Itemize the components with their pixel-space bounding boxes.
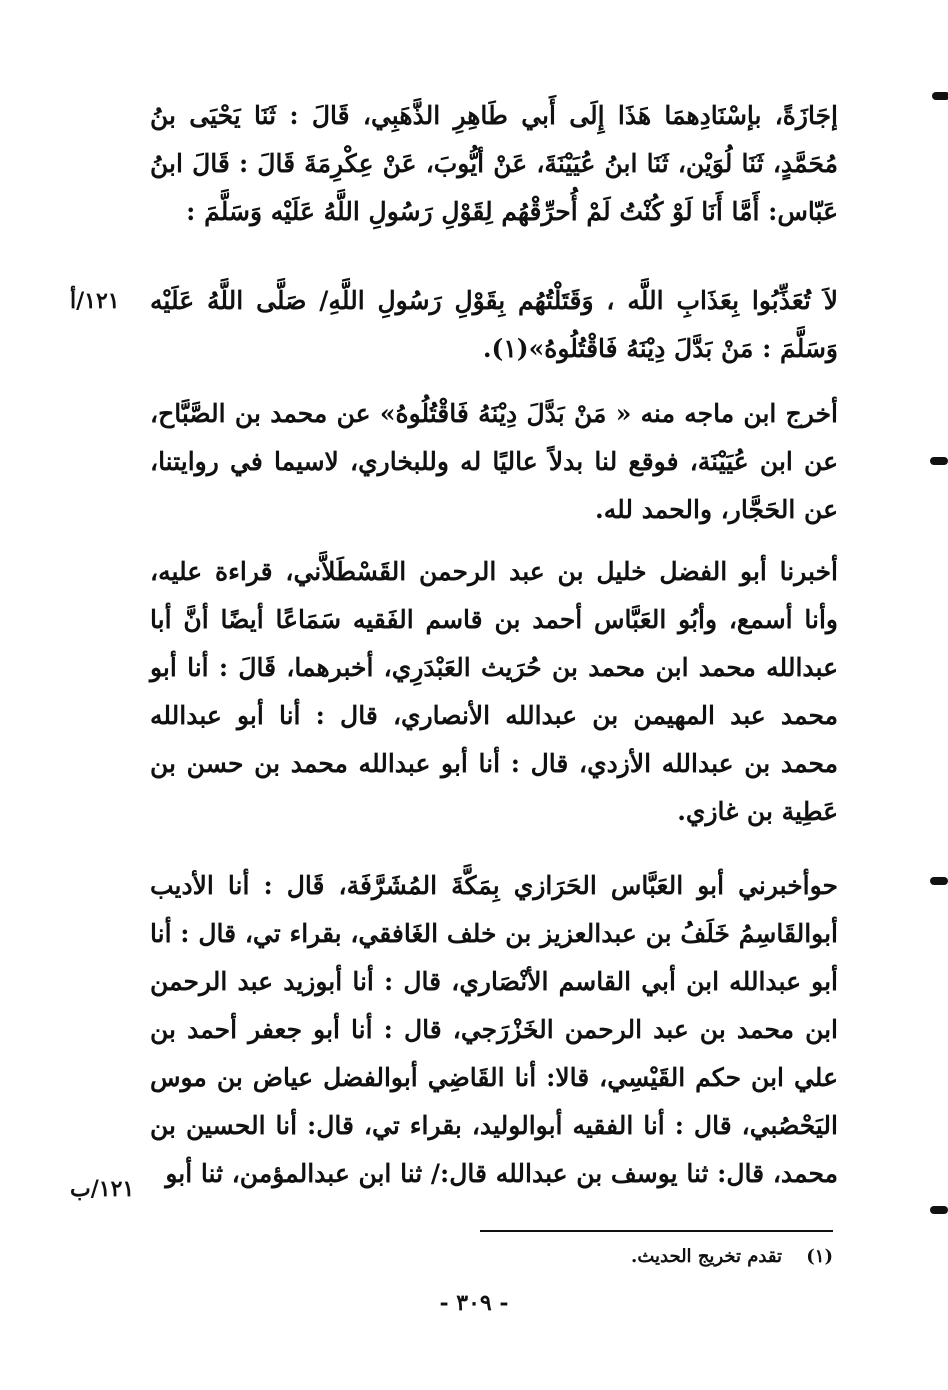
margin-folio-121a: ١٢١/أ xyxy=(70,288,120,314)
scan-artifact xyxy=(932,92,948,100)
page-number: - ٣٠٩ - xyxy=(439,1290,509,1316)
paragraph-hadith: لاَ تُعَذِّبُوا بِعَذَابِ اللَّه ، وَقَتَلْتُهُم بِقَوْلِ رَسُولِ اللَّهِ/ صَلَّى اللَّهُ عَلَيْه وَسَلَّمَ : مَنْ بَدَّلَ دِيْنَهُ فَاقْتُلُوهُ»(١). xyxy=(150,286,838,363)
footnote-text: تقدم تخريج الحديث. xyxy=(631,1246,782,1267)
scan-artifact xyxy=(930,877,948,885)
paragraph-ijaza: إجَازَةً، بإسْنَادِهمَا هَذَا إِلَى أَبي طَاهِرِ الذَّهَبِي، قَالَ : ثَنَا يَحْيَى بنُ مُحَمَّدٍ، ثَنَا لُوَيْن، ثَنَا ابنُ عُيَيْنَةَ، عَنْ أيُّوبَ، عَنْ عِكْرِمَةَ قَالَ : قَالَ ابنُ عَبّاس: أَمَّا أَنَا لَوْ كُنْتُ لَمْ أُحرِّقْهُم لِقَوْلِ رَسُولِ اللَّهُ عَلَيْه وَسَلَّمَ : xyxy=(150,101,838,226)
paragraph-takhrij: أخرج ابن ماجه منه « مَنْ بَدَّلَ دِيْنَهُ فَاقْتُلُوهُ» عن محمد بن الصَّبَّاح، عن ابن عُيَيْنَة، فوقع لنا بدلاً عاليًا له وللبخاري، لاسيما في روايتنا، عن الحَجَّار، والحمد لله. xyxy=(150,399,838,524)
paragraph-isnad-1: أخبرنا أبو الفضل خليل بن عبد الرحمن القَسْطَلاَّني، قراءة عليه، وأنا أسمع، وأبُو العَبَّاس أحمد بن قاسم الفَقيه سَمَاعًا أيضًا أنَّ أبا عبدالله محمد ابن محمد بن حُرَيث العَبْدَرِي، أخبرهما، قَالَ : أنا أبو محمد عبد المهيمن بن عبدالله الأنصاري، قال : أنا أبو عبدالله محمد بن عبدالله الأزدي، قال : أنا أبو عبدالله محمد بن حسن بن عَطِية بن غازي. xyxy=(150,557,838,826)
footnote-number: (١) xyxy=(806,1246,833,1267)
margin-folio-121b: ١٢١/ب xyxy=(70,1176,135,1202)
footnote-divider xyxy=(480,1230,833,1232)
paragraph-isnad-2: حوأخبرني أبو العَبَّاس الحَرَازي بِمَكَّةَ المُشَرَّفَة، قَال : أنا الأديب أبوالقَاسِمُ خَلَفُ بن عبدالعزيز بن خلف الغَافقي، بقراء تي، قال : أنا أبو عبدالله ابن أبي القاسم الأنْصَاري، قال : أنا أبوزيد عبد الرحمن ابن محمد بن عبد الرحمن الخَزْرَجي، قال : أنا أبو جعفر أحمد بن علي ابن حكم القَيْسِي، قالا: أنا القَاضِي أبوالفضل عياض بن موس اليَحْصُبي، قال : أنا الفقيه أبوالوليد، بقراء تي، قال: أنا الحسين بن محمد، قال: ثنا يوسف بن عبدالله قال:/ ثنا ابن عبدالمؤمن، ثنا أبو xyxy=(150,871,838,1188)
scan-artifact xyxy=(930,1206,948,1214)
scan-artifact xyxy=(930,457,948,465)
footnote xyxy=(631,1246,833,1267)
